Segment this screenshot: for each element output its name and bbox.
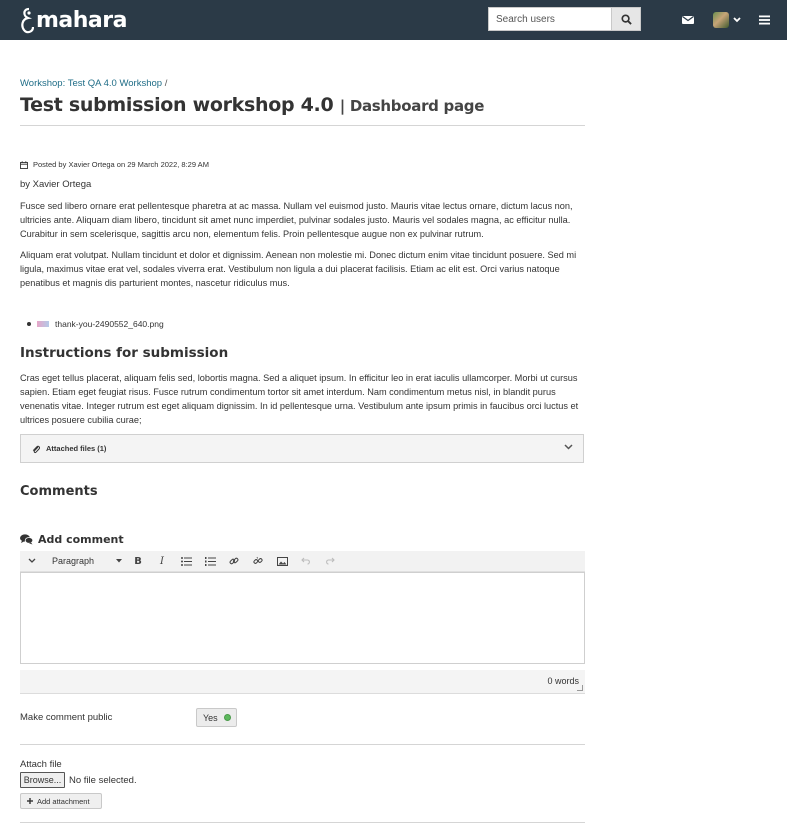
add-attachment-button[interactable] [20, 793, 102, 809]
instructions-text: Cras eget tellus placerat, aliquam felis sed, lobortis magna. Sed a aliquet ipsum. In efficitur leo in erat iaculis ullamcorper. Morbi ut cursus sapien. Etiam eget feugiat risus. Fusce rutrum condimentum tortor sit amet interdum. Nam condimentum metus nisl, in blandit purus venenatis vitae. Integer rutrum est eget aliquam dignissim. In id pellentesque urna. Vestibulum ante ipsum primis in faucibus orci luctus et ultrices posuere cubilia curae; [20, 373, 579, 425]
add-comment-heading [20, 533, 124, 546]
bold-button[interactable] [126, 551, 150, 572]
caret-down-icon [116, 559, 122, 563]
logo-text: mahara [36, 8, 127, 33]
search-icon [621, 14, 632, 25]
link-button[interactable] [222, 551, 246, 572]
redo-button[interactable] [318, 551, 342, 572]
hamburger-menu-icon [759, 15, 770, 25]
posted-info [20, 160, 209, 169]
editor-toolbar [20, 551, 585, 572]
bold-icon: B [134, 555, 142, 567]
posted-by-text: Posted by Xavier Ortega on 29 March 2022, 8:29 AM [33, 160, 209, 169]
title-divider [20, 125, 585, 126]
editor-statusbar [20, 670, 585, 694]
mahara-logo[interactable] [20, 6, 127, 36]
format-select-value: Paragraph [52, 556, 95, 566]
search-users-input[interactable] [488, 7, 612, 31]
main-menu-button[interactable] [758, 12, 770, 28]
divider [20, 744, 585, 745]
author-byline: by Xavier Ortega [20, 179, 92, 190]
unlink-button[interactable] [246, 551, 270, 572]
divider [20, 822, 585, 823]
user-menu[interactable] [711, 12, 743, 28]
bullet [27, 322, 31, 326]
attachment-filename: thank-you-2490552_640.png [55, 319, 164, 329]
undo-button[interactable] [294, 551, 318, 572]
comments-heading: Comments [20, 484, 98, 499]
add-comment-label: Add comment [38, 533, 124, 546]
undo-icon [301, 557, 311, 565]
attachment-list-item[interactable] [27, 319, 164, 329]
breadcrumb [20, 78, 167, 89]
chevron-down-icon [28, 558, 36, 564]
toolbar-toggle-button[interactable] [20, 551, 44, 572]
no-file-text: No file selected. [69, 775, 137, 786]
envelope-icon [682, 15, 694, 25]
italic-button[interactable] [150, 551, 174, 572]
plus-icon [27, 798, 33, 804]
chevron-down-icon [733, 17, 741, 23]
page-subtitle: | Dashboard page [339, 97, 485, 115]
user-search [488, 7, 641, 31]
image-icon [277, 557, 288, 566]
attach-file-label: Attach file [20, 759, 62, 770]
paperclip-icon [32, 444, 40, 454]
make-public-label: Make comment public [20, 712, 113, 723]
top-navbar [0, 0, 787, 40]
comments-icon [20, 534, 33, 545]
redo-icon [325, 557, 335, 565]
breadcrumb-separator: / [164, 78, 168, 89]
numbered-list-icon [205, 557, 216, 566]
comment-editor[interactable] [20, 572, 585, 664]
toggle-on-indicator [224, 714, 231, 721]
instructions-heading: Instructions for submission [20, 345, 229, 361]
post-paragraph-2: Aliquam erat volutpat. Nullam tincidunt et dolor et dignissim. Aenean non molestie mi. Donec dictum enim vitae tincidunt posuere. Sed mi ligula, maximus vitae erat vel, sodales viverra erat. Vestibulum non ligula a dui placerat facilisis. Etiam ac elit est. Orci varius natoque penatibus et magnis dis parturient montes, nascetur ridiculus mus. [20, 250, 577, 288]
make-public-toggle[interactable] [196, 708, 237, 727]
format-select[interactable] [44, 551, 126, 572]
attached-files-panel[interactable] [20, 434, 584, 463]
add-attachment-label: Add attachment [37, 796, 90, 806]
breadcrumb-workshop-link[interactable]: Workshop: Test QA 4.0 Workshop [20, 78, 163, 89]
avatar [713, 12, 729, 28]
logo-icon [20, 7, 34, 35]
attached-files-label: Attached files (1) [46, 444, 107, 453]
toggle-value: Yes [203, 712, 218, 723]
page-title [20, 94, 484, 116]
link-icon [229, 556, 239, 566]
image-thumbnail-icon [37, 321, 49, 327]
italic-icon: I [160, 555, 164, 567]
word-count: 0 words [547, 676, 579, 686]
bullet-list-button[interactable] [174, 551, 198, 572]
bullet-list-icon [181, 557, 192, 566]
search-button[interactable] [612, 7, 641, 31]
calendar-icon [20, 161, 28, 169]
browse-button[interactable]: Browse... [20, 772, 65, 788]
post-paragraph-1: Fusce sed libero ornare erat pellentesque pharetra at ac massa. Nullam vel euismod justo. Mauris vitae lectus ornare, dictum lacus non, ultricies ante. Aliquam diam libero, tincidunt sit amet nunc imperdiet, pulvinar sodales justo. Mauris vel sodales magna, ac efficitur nulla. Curabitur in sem scelerisque, sagittis arcu non, elementum felis. Proin pellentesque augue non ex pulvinar rutrum. [20, 201, 573, 239]
image-button[interactable] [270, 551, 294, 572]
resize-handle[interactable] [577, 685, 583, 691]
numbered-list-button[interactable] [198, 551, 222, 572]
unlink-icon [253, 556, 263, 566]
inbox-button[interactable] [681, 12, 695, 28]
page-title-text: Test submission workshop 4.0 [20, 94, 334, 116]
chevron-down-icon [564, 444, 573, 450]
